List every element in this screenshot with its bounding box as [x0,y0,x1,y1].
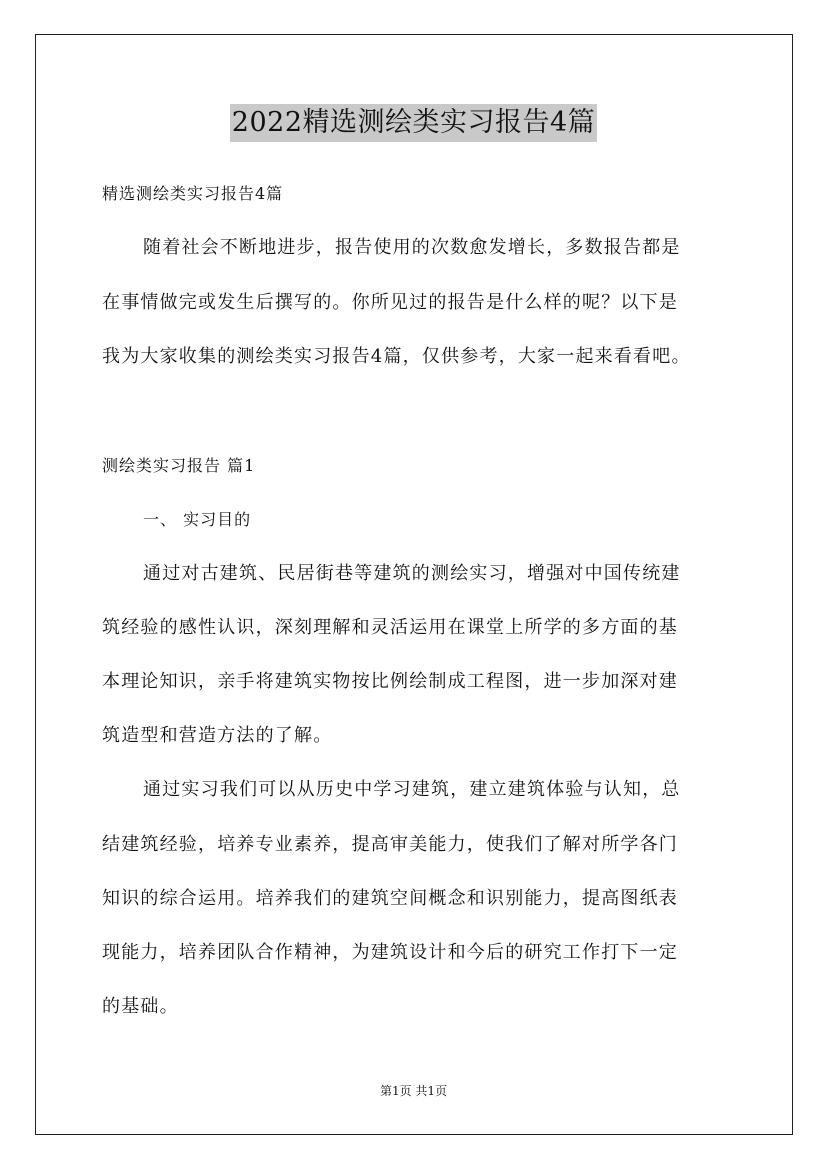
section-heading: 测绘类实习报告 篇1 [102,456,256,475]
title-container [0,104,827,142]
paragraph-2-line-4: 现能力，培养团队合作精神，为建筑设计和今后的研究工作打下一定 [102,942,678,963]
paragraph-1-line-2: 筑经验的感性认识，深刻理解和灵活运用在课堂上所学的多方面的基 [102,617,678,638]
paragraph-2-line-2: 结建筑经验，培养专业素养，提高审美能力，使我们了解对所学各门 [102,834,678,855]
paragraph-1-line-3: 本理论知识，亲手将建筑实物按比例绘制成工程图，进一步加深对建 [102,671,678,692]
paragraph-2-line-1: 通过实习我们可以从历史中学习建筑，建立建筑体验与认知，总 [143,779,681,800]
intro-line-2: 在事情做完或发生后撰写的。你所见过的报告是什么样的呢？以下是 [102,292,678,313]
intro-line-3: 我为大家收集的测绘类实习报告4篇，仅供参考，大家一起来看看吧。 [102,346,691,367]
paragraph-1-line-1: 通过对古建筑、民居街巷等建筑的测绘实习，增强对中国传统建 [143,563,681,584]
document-title: 2022精选测绘类实习报告4篇 [230,104,597,142]
intro-line-1: 随着社会不断地进步，报告使用的次数愈发增长，多数报告都是 [143,237,681,258]
subheading: 一、 实习目的 [143,510,252,529]
paragraph-2-line-3: 知识的综合运用。培养我们的建筑空间概念和识别能力，提高图纸表 [102,888,678,909]
page-footer: 第1页 共1页 [379,1084,448,1098]
document-subtitle: 精选测绘类实习报告4篇 [102,184,284,203]
paragraph-1-line-4: 筑造型和营造方法的了解。 [102,725,333,746]
paragraph-2-line-5: 的基础。 [102,996,179,1017]
